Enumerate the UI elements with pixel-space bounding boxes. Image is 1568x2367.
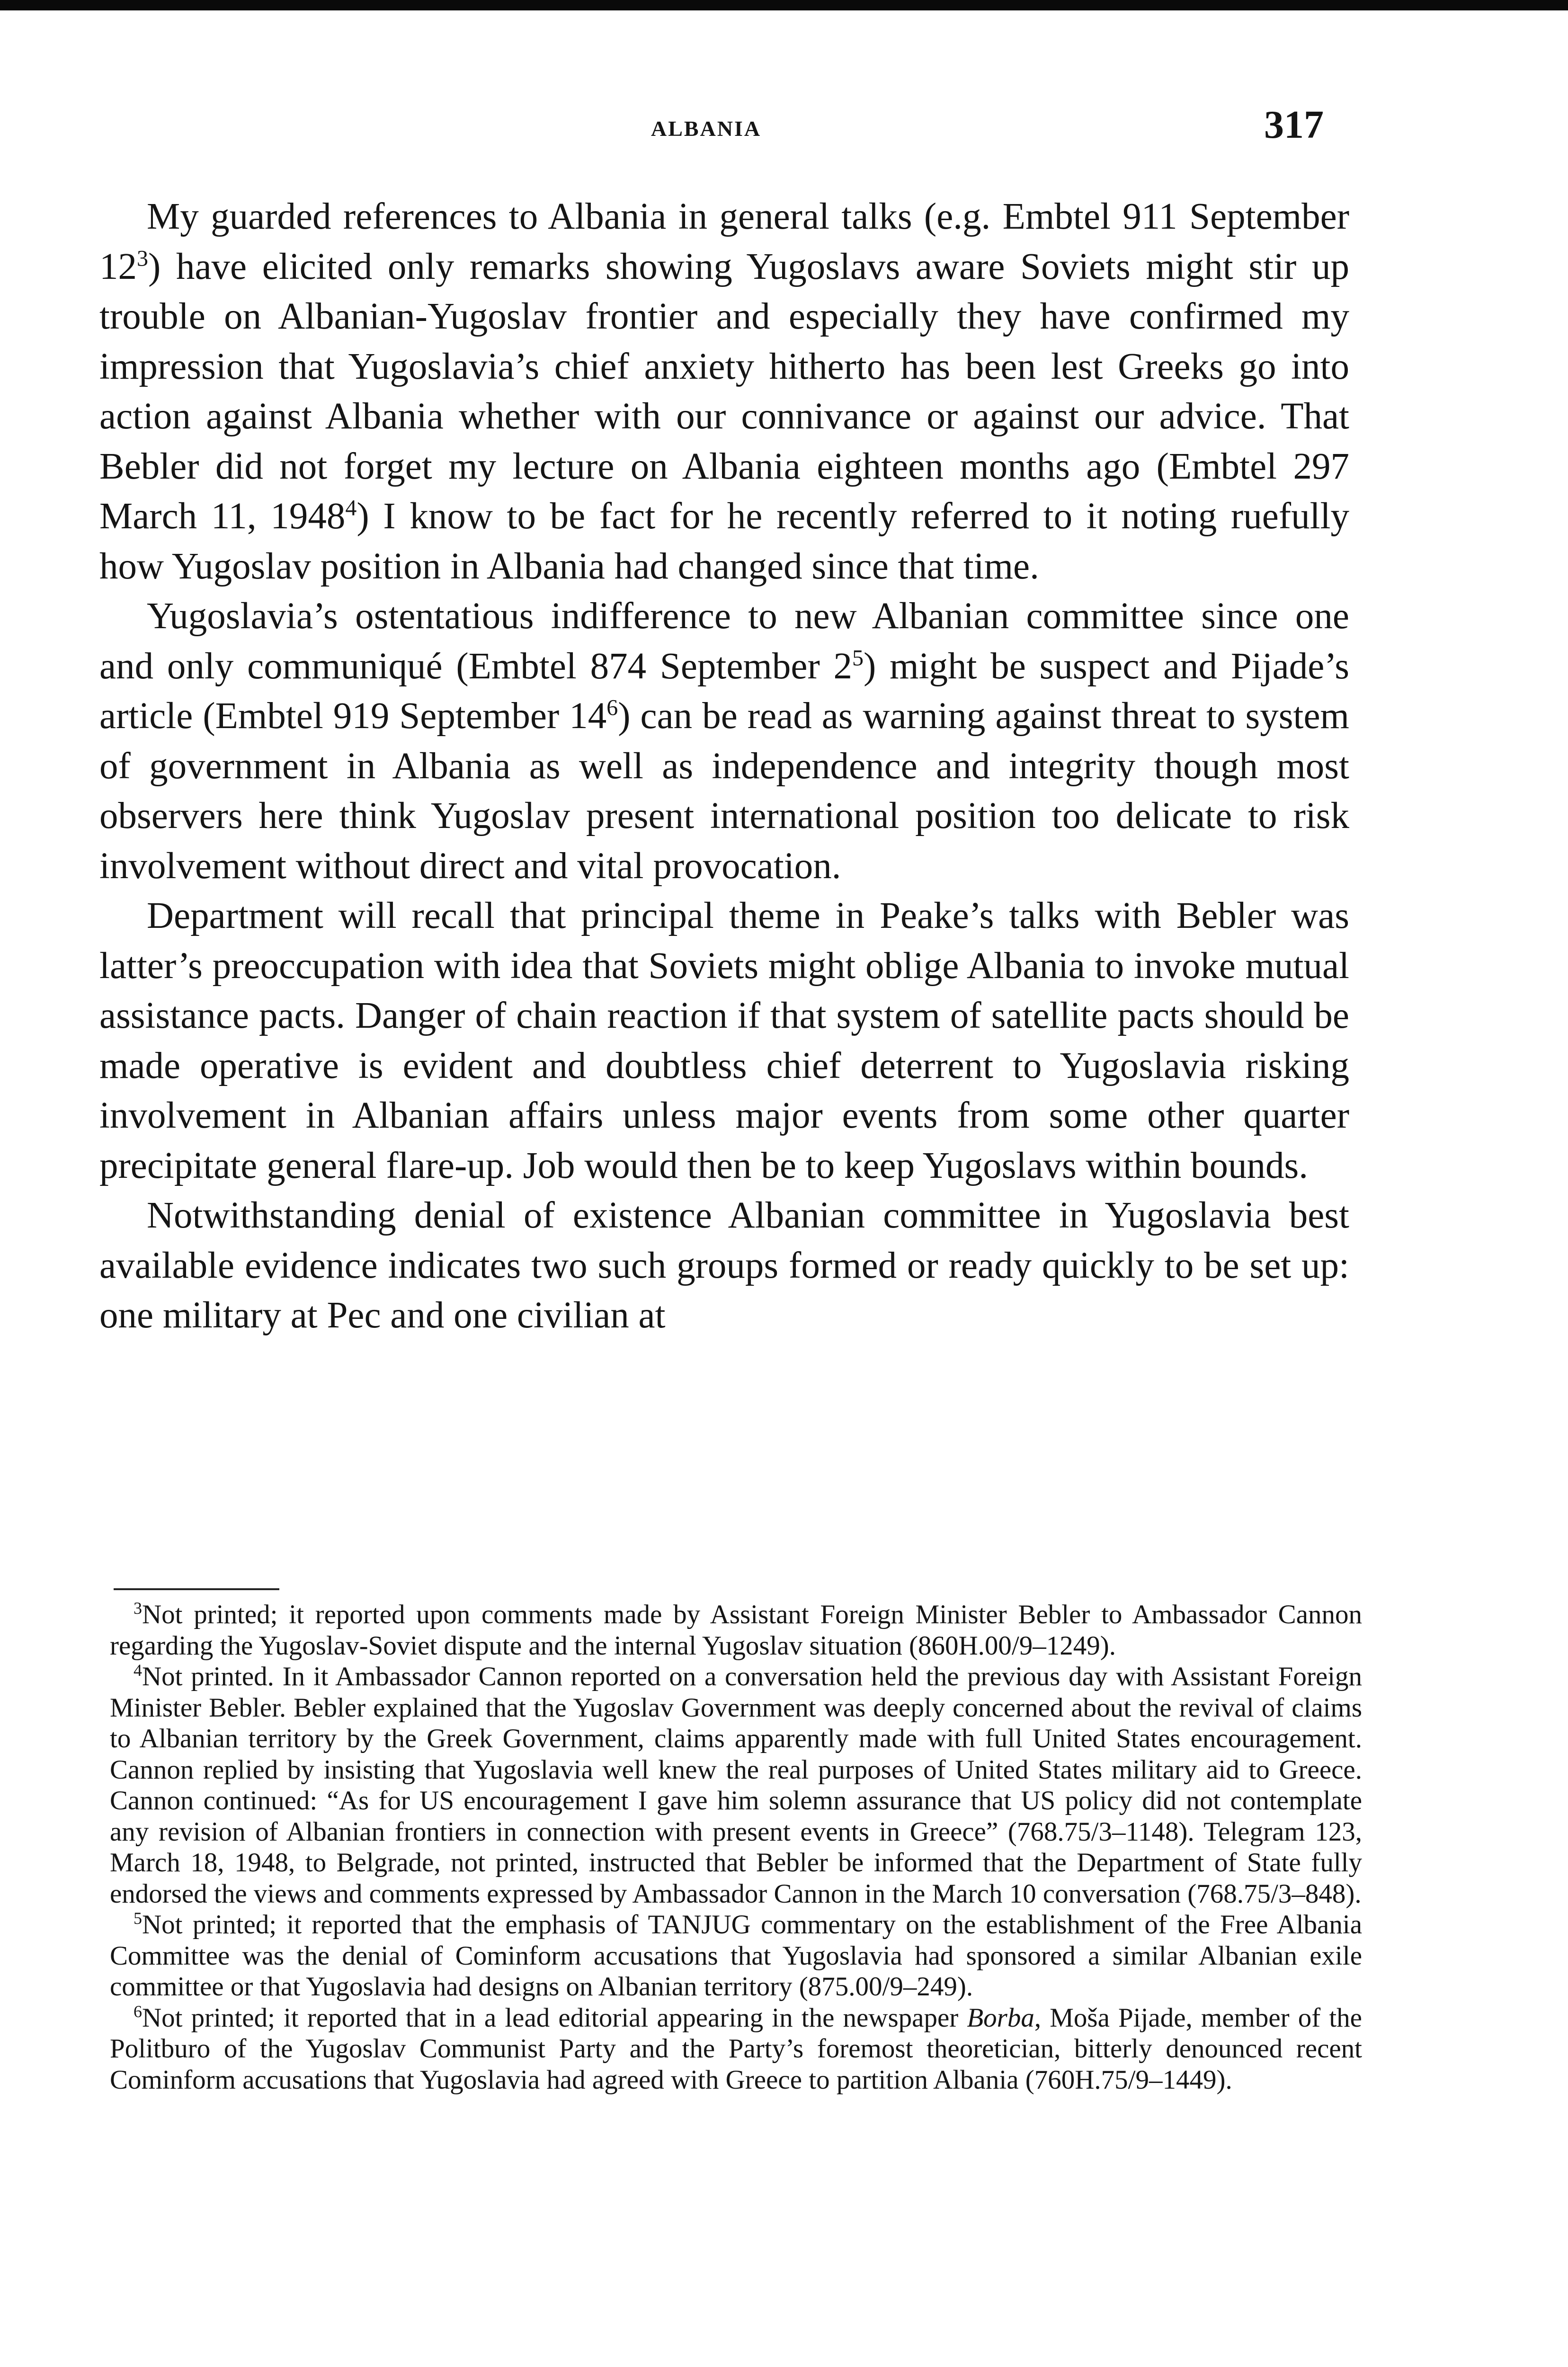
- footnote-ref-3: 3: [137, 246, 148, 271]
- footnote-ref-4: 4: [345, 495, 357, 521]
- footnote-6: [110, 2002, 1362, 2096]
- footnote-ref-6: 6: [606, 695, 618, 721]
- running-title: ALBANIA: [651, 116, 762, 141]
- paragraph-1: [99, 192, 1349, 591]
- footnote-6-text-1: Not printed; it reported that in a lead editorial appearing in the newspaper: [142, 2002, 967, 2033]
- page-number: 317: [1264, 103, 1324, 147]
- paragraph-1-part-3: ) I know to be fact for he recently referred to it noting ruefully how Yugoslav position in Albania had changed since that time.: [99, 496, 1350, 587]
- paragraph-2-part-3: ) can be read as warning against threat to system of government in Albania as well as independence and integrity though most observers here think Yugoslav present international position too delicate to risk involvement without direct and vital provocation.: [99, 695, 1349, 887]
- paragraph-2: [99, 591, 1349, 891]
- footnote-5: [110, 1909, 1362, 2002]
- paragraph-2-part-1: Yugoslavia’s ostentatious indifference to new Albanian committee since one and only communiqué (Embtel 874 September 2: [99, 596, 1349, 687]
- footnote-6-text-2: , Moša Pijade, member of the Politburo of the Yugoslav Communist Party and the Party’s foremost theoretician, bitterly denounced recent Cominform accusations that Yugoslavia had agreed with Greece to partition Albania (760H.75/9–1449).: [110, 2002, 1362, 2095]
- paragraph-1-part-1: My guarded references to Albania in general talks (e.g. Embtel 911 September 12: [99, 196, 1349, 287]
- footnote-3-mark: 3: [134, 1599, 142, 1618]
- footnote-6-mark: 6: [134, 2002, 142, 2021]
- footnote-ref-5: 5: [852, 645, 864, 671]
- footnote-4: [110, 1661, 1362, 1909]
- newspaper-title: Borba: [967, 2002, 1034, 2033]
- footnote-5-mark: 5: [134, 1909, 142, 1928]
- main-text: [99, 192, 1349, 1341]
- top-edge-rule: [0, 0, 1568, 10]
- paragraph-1-part-2: ) have elicited only remarks showing Yugoslavs aware Soviets might stir up trouble on Albanian-Yugoslav frontier and especially they have confirmed my impression that Yugoslavia’s chief anxiety hitherto has been lest Greeks go into action against Albania whether with our connivance or against our advice. That Bebler did not forget my lecture on Albania eighteen months ago (Embtel 297 March 11, 1948: [99, 246, 1349, 537]
- paragraph-3: Department will recall that principal theme in Peake’s talks with Bebler was latter’s preoccupation with idea that Soviets might oblige Albania to invoke mutual assistance pacts. Danger of chain reaction if that system of satellite pacts should be made operative is evident and doubtless chief deterrent to Yugoslavia risking involvement in Albanian affairs unless major events from some other quarter precipitate general flare-up. Job would then be to keep Yugoslavs within bounds.: [99, 895, 1349, 1186]
- footnote-separator: [114, 1588, 279, 1590]
- footnote-5-text: Not printed; it reported that the emphasis of TANJUG commentary on the establishment of the Free Albania Committee was the denial of Cominform accusations that Yugoslavia had sponsored a similar Albanian exile committee or that Yugoslavia had designs on Albanian territory (875.00/9–249).: [110, 1910, 1362, 2002]
- footnote-4-text: Not printed. In it Ambassador Cannon reported on a conversation held the previous day with Assistant Foreign Minister Bebler. Bebler explained that the Yugoslav Government was deeply concerned about the revival of claims to Albanian territory by the Greek Government, claims apparently made with full United States encouragement. Cannon replied by insisting that Yugoslavia well knew the real purposes of United States military aid to Greece. Cannon continued: “As for US encouragement I gave him solemn assurance that US policy did not contemplate any revision of Albanian frontiers in connection with present events in Greece” (768.75/3–1148). Telegram 123, March 18, 1948, to Belgrade, not printed, instructed that Bebler be informed that the Department of State fully endorsed the views and comments expressed by Ambassador Cannon in the March 10 conversation (768.75/3–848).: [110, 1662, 1362, 1909]
- footnote-3: [110, 1599, 1362, 1661]
- footnotes: [110, 1599, 1362, 2095]
- footnote-4-mark: 4: [134, 1661, 142, 1680]
- footnote-3-text: Not printed; it reported upon comments made by Assistant Foreign Minister Bebler to Ambassador Cannon regarding the Yugoslav-Soviet dispute and the internal Yugoslav situation (860H.00/9–1249).: [110, 1600, 1362, 1661]
- paragraph-4: Notwithstanding denial of existence Albanian committee in Yugoslavia best available evidence indicates two such groups formed or ready quickly to be set up: one military at Pec and one civilian at: [99, 1195, 1349, 1336]
- paragraph-2-part-2: ) might be suspect and Pijade’s article (Embtel 919 September 14: [99, 645, 1350, 737]
